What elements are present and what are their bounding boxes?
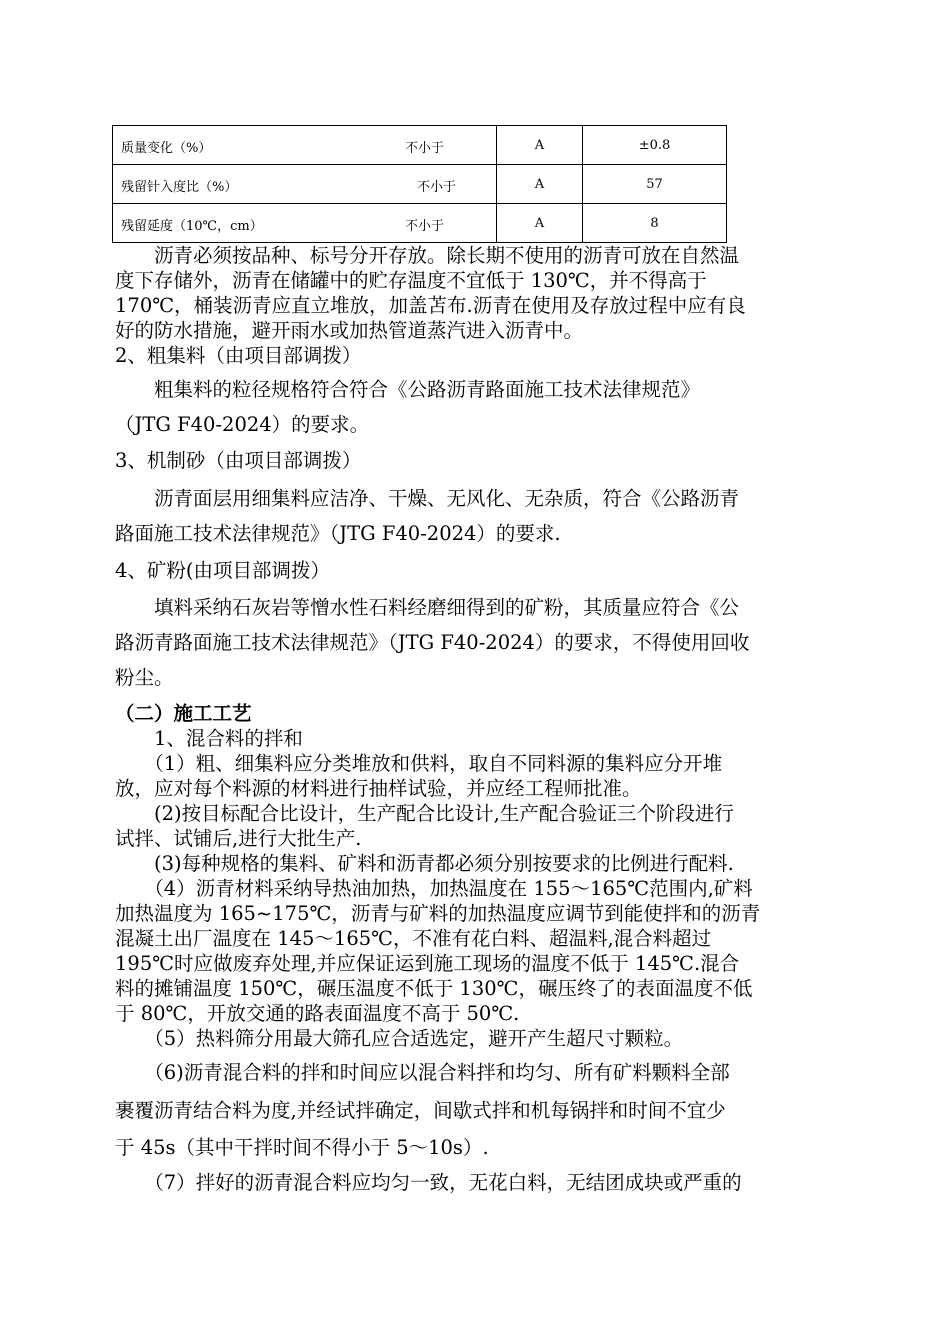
body-line: （5）热料筛分用最大筛孔应合适选定，避开产生超尺寸颗粒。 — [115, 1027, 684, 1050]
body-line: 好的防水措施，避开雨水或加热管道蒸汽进入沥青中。 — [115, 319, 584, 342]
body-line: 料的摊铺温度 150℃，碾压温度不低于 130℃，碾压终了的表面温度不低 — [115, 977, 753, 1000]
body-line: 度下存储外，沥青在储罐中的贮存温度不宜低于 130℃，并不得高于 — [115, 269, 707, 292]
body-line: 于 80℃，开放交通的路表面温度不高于 50℃. — [115, 1002, 520, 1025]
body-line: 路面施工技术法律规范》（JTG F40-2024）的要求. — [115, 522, 561, 545]
row-condition: 不小于 — [405, 219, 445, 234]
row-code: A — [497, 204, 583, 243]
row-value: 8 — [583, 204, 727, 243]
row-value: ±0.8 — [583, 126, 727, 165]
section-heading: 3、机制砂（由项目部调拨） — [115, 449, 362, 472]
body-line: 混凝土出厂温度在 145～165℃，不准有花白料、超温料,混合料超过 — [115, 927, 712, 950]
body-line: 粉尘。 — [115, 666, 174, 689]
body-line: （7）拌好的沥青混合料应均匀一致，无花白料，无结团成块或严重的 — [115, 1171, 742, 1194]
spec-table — [112, 125, 727, 243]
body-line: 试拌、试铺后,进行大批生产. — [115, 827, 362, 850]
body-line: 路沥青路面施工技术法律规范》（JTG F40-2024）的要求，不得使用回收 — [115, 631, 750, 654]
body-line: （JTG F40-2024）的要求。 — [115, 413, 370, 436]
body-line: 加热温度为 165~175℃，沥青与矿料的加热温度应调节到能使拌和的沥青 — [115, 902, 761, 925]
body-line: 沥青面层用细集料应洁净、干燥、无风化、无杂质，符合《公路沥青 — [115, 487, 740, 510]
body-line: （4）沥青材料采纳导热油加热，加热温度在 155～165℃范围内,矿料 — [115, 877, 753, 900]
section-heading: 4、矿粉(由项目部调拨） — [115, 559, 331, 582]
section-heading-bold: （二）施工工艺 — [115, 702, 252, 725]
subsection-heading: 1、混合料的拌和 — [115, 727, 303, 750]
body-line: (2)按目标配合比设计，生产配合比设计,生产配合验证三个阶段进行 — [115, 802, 734, 825]
row-code: A — [497, 165, 583, 204]
body-line: 粗集料的粒径规格符合符合《公路沥青路面施工技术法律规范》 — [115, 378, 701, 401]
row-name: 残留延度（10℃，cm） — [121, 219, 263, 234]
row-name: 残留针入度比（%） — [121, 180, 238, 195]
body-line: （1）粗、细集料应分类堆放和供料，取自不同料源的集料应分开堆 — [115, 752, 723, 775]
body-line: (3)每种规格的集料、矿料和沥青都必须分别按要求的比例进行配料. — [115, 852, 734, 875]
row-value: 57 — [583, 165, 727, 204]
table-row — [113, 165, 727, 204]
table-row — [113, 126, 727, 165]
body-line: 沥青必须按品种、标号分开存放。除长期不使用的沥青可放在自然温 — [115, 244, 740, 267]
body-line: 170℃，桶装沥青应直立堆放，加盖苫布.沥青在使用及存放过程中应有良 — [115, 294, 746, 317]
row-name: 质量变化（%） — [121, 141, 212, 156]
row-condition: 不小于 — [417, 180, 457, 195]
table-row — [113, 204, 727, 243]
body-line: （6)沥青混合料的拌和时间应以混合料拌和均匀、所有矿料颗料全部 — [115, 1061, 730, 1084]
row-code: A — [497, 126, 583, 165]
body-line: 裹覆沥青结合料为度,并经试拌确定，间歇式拌和机每锅拌和时间不宜少 — [115, 1099, 726, 1122]
row-condition: 不小于 — [405, 141, 445, 156]
body-line: 填料采纳石灰岩等憎水性石料经磨细得到的矿粉，其质量应符合《公 — [115, 596, 740, 619]
section-heading: 2、粗集料（由项目部调拨） — [115, 344, 362, 367]
body-line: 于 45s（其中干拌时间不得小于 5～10s）. — [115, 1136, 489, 1159]
body-line: 放，应对每个料源的材料进行抽样试验，并应经工程师批准。 — [115, 777, 642, 800]
body-line: 195℃时应做废弃处理,并应保证运到施工现场的温度不低于 145℃.混合 — [115, 952, 740, 975]
